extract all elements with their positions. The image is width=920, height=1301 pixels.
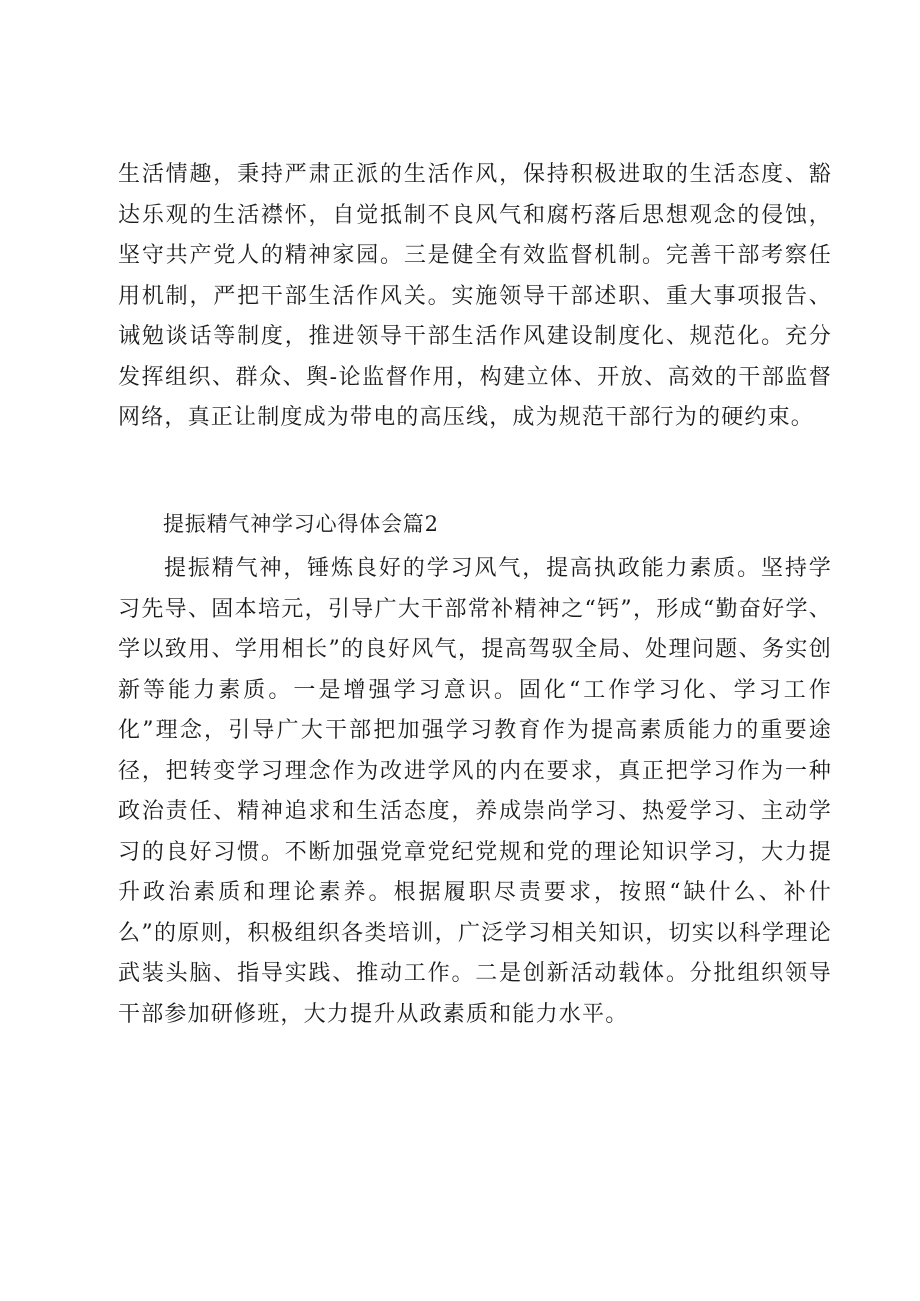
body-paragraph-1: 生活情趣，秉持严肃正派的生活作风，保持积极进取的生活态度、豁达乐观的生活襟怀，自觉抵制不良风气和腐朽落后思想观念的侵蚀，坚守共产党人的精神家园。三是健全有效监督机制。完善干部考察任用机制，严把干部生活作风关。实施领导干部述职、重大事项报告、诫勉谈话等制度，推进领导干部生活作风建设制度化、规范化。充分发挥组织、群众、舆-论监督作用，构建立体、开放、高效的干部监督网络，真正让制度成为带电的高压线，成为规范干部行为的硬约束。 [118, 162, 832, 430]
section-heading: 提振精气神学习心得体会篇2 [163, 512, 439, 536]
body-paragraph-2: 提振精气神，锤炼良好的学习风气，提高执政能力素质。坚持学习先导、固本培元，引导广大干部常补精神之“钙”，形成“勤奋好学、学以致用、学用相长”的良好风气，提高驾驭全局、处理问题、务实创新等能力素质。一是增强学习意识。固化“工作学习化、学习工作化”理念，引导广大干部把加强学习教育作为提高素质能力的重要途径，把转变学习理念作为改进学风的内在要求，真正把学习作为一种政治责任、精神追求和生活态度，养成崇尚学习、热爱学习、主动学习的良好习惯。不断加强党章党纪党规和党的理论知识学习，大力提升政治素质和理论素养。根据履职尽责要求，按照“缺什么、补什么”的原则，积极组织各类培训，广泛学习相关知识，切实以科学理论武装头脑、指导实践、推动工作。二是创新活动载体。分批组织领导干部参加研修班，大力提升从政素质和能力水平。 [118, 556, 832, 1027]
